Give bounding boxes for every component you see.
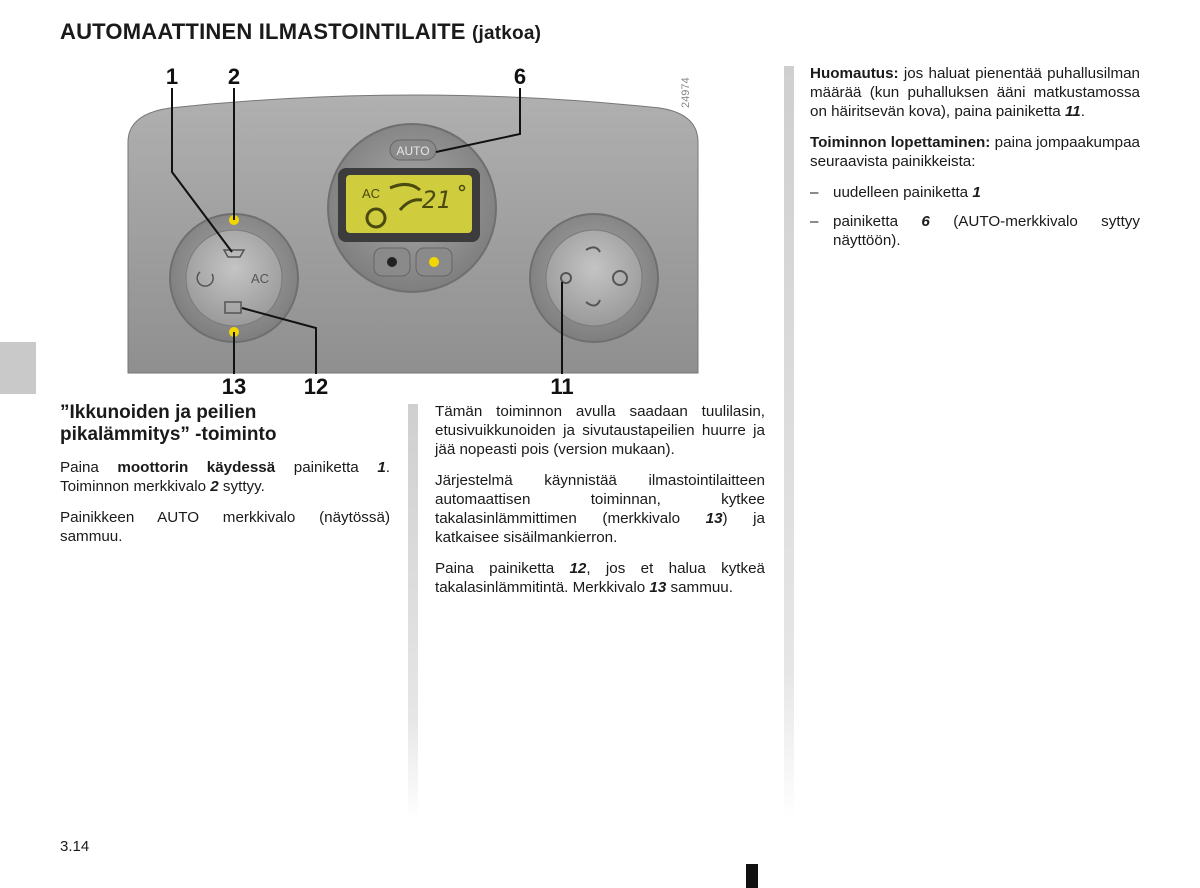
callout-11: 11 <box>550 374 574 399</box>
ref-11: 11 <box>1064 103 1081 120</box>
left-paragraph-2: Painikkeen AUTO merkkivalo (näytössä) sammuu. <box>60 509 390 545</box>
ref-12: 12 <box>569 560 587 577</box>
ref-13: 13 <box>649 579 667 596</box>
column-rule-middle <box>408 404 418 820</box>
right-column <box>810 64 1140 260</box>
corner-mark <box>746 864 758 888</box>
list-item <box>810 212 1140 250</box>
callout-6: 6 <box>513 64 527 89</box>
ref-1: 1 <box>972 184 981 201</box>
dash: – <box>810 184 819 201</box>
left-column <box>60 402 390 558</box>
note-label: Huomautus: <box>810 65 899 82</box>
text-run: Paina painiketta <box>435 560 570 577</box>
text-run: , jos et halua kytkeä takalasinlämmitintä. Merkkivalo <box>435 560 765 596</box>
page-title-main: AUTOMAATTINEN ILMASTOINTILAITE <box>60 19 466 44</box>
text-run: ) ja katkaisee sisäilmankierron. <box>435 510 765 546</box>
column-rule-right <box>784 66 794 820</box>
text-run: Paina <box>60 459 118 476</box>
image-code: 24974 <box>680 77 692 108</box>
text-run: syttyy. <box>218 478 265 495</box>
text-run: Järjestelmä käynnistää ilmastointilaitteen automaattisen toiminnan, kytkee takalasinlämmittimen (merkkivalo <box>435 472 765 527</box>
text-run: . <box>1080 103 1085 120</box>
middle-column <box>435 402 765 609</box>
ref-6: 6 <box>921 213 930 230</box>
text-run: uudelleen painiketta <box>833 184 973 201</box>
display-ac-label: AC <box>362 186 381 201</box>
display-temp: 21 <box>422 186 451 214</box>
auto-button-label: AUTO <box>396 144 430 158</box>
note-paragraph <box>810 64 1140 121</box>
callout-13: 13 <box>221 374 247 399</box>
ref-1: 1 <box>377 459 386 476</box>
page-number: 3.14 <box>60 838 90 855</box>
page-title-suffix: (jatkoa) <box>471 23 542 44</box>
ref-2: 2 <box>210 478 219 495</box>
text-run: paina jompaakumpaa seuraavista painikkeista: <box>810 134 1140 170</box>
illustration-svg <box>60 60 770 400</box>
middle-paragraph-2 <box>435 471 765 547</box>
middle-paragraph-3 <box>435 559 765 597</box>
text-run: . Toiminnon merkkivalo <box>60 459 390 495</box>
text-run: painiketta <box>275 459 378 476</box>
text-run: sammuu. <box>666 579 733 596</box>
lower-left-indicator <box>387 257 397 267</box>
stop-options-list <box>810 183 1140 250</box>
page-title <box>60 19 541 45</box>
dash: – <box>810 213 819 230</box>
left-paragraph-1 <box>60 458 390 496</box>
text-run: painiketta <box>833 213 922 230</box>
callout-1: 1 <box>165 64 179 89</box>
callout-2: 2 <box>227 64 241 89</box>
text-run-bold: moottorin käydessä <box>117 459 276 476</box>
callout-12: 12 <box>303 374 329 399</box>
left-knob-ac: AC <box>251 271 270 286</box>
text-run: (AUTO-merkkivalo syttyy näyttöön). <box>833 213 1140 249</box>
stop-label: Toiminnon lopettaminen: <box>810 134 991 151</box>
text-run: jos haluat pienentää puhallusilman määrää (kun puhalluksen ääni matkustamossa on häiritsevän kova), paina painiketta <box>810 65 1140 120</box>
climate-control-illustration <box>60 60 770 400</box>
lower-right-indicator <box>429 257 439 267</box>
section-heading: ”Ikkunoiden ja peilien pikalämmitys” -toiminto <box>60 402 277 445</box>
list-item <box>810 183 1140 202</box>
stop-paragraph <box>810 133 1140 171</box>
chapter-tab <box>0 342 36 394</box>
ref-13: 13 <box>705 510 723 527</box>
middle-paragraph-1: Tämän toiminnon avulla saadaan tuulilasin, etusivuikkunoiden ja sivutaustapeilien huurre ja jää nopeasti pois (version mukaan). <box>435 403 765 458</box>
